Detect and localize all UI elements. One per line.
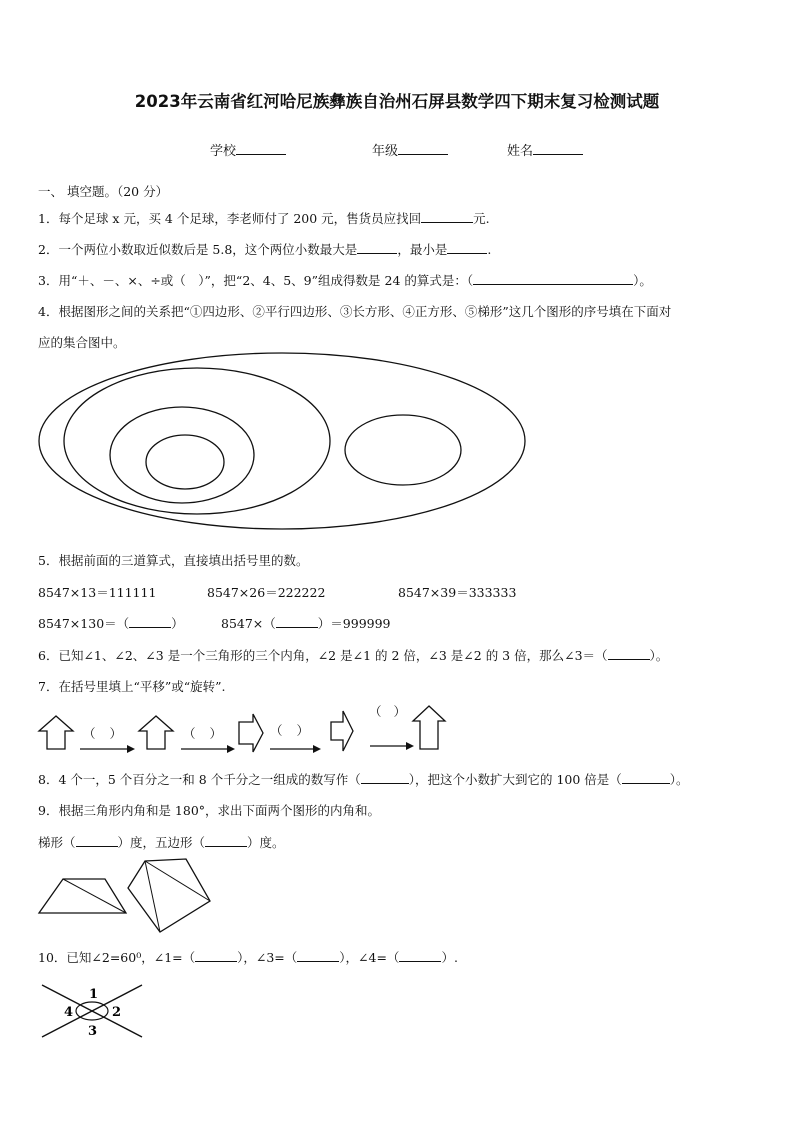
- q5-eq4-right: ）: [171, 616, 184, 631]
- q9-pentagon-label: ）度，五边形（: [117, 835, 206, 850]
- q2-end: .: [487, 242, 492, 257]
- question-5: 5．根据前面的三道算式，直接填出括号里的数。: [38, 553, 309, 568]
- question-9: 9．根据三角形内角和是 180°，求出下面两个图形的内角和。: [38, 803, 381, 818]
- question-4-line1: 4．根据图形之间的关系把“①四边形、②平行四边形、③长方形、④正方形、⑤梯形”这几个图形的序号填在下面对: [38, 304, 672, 319]
- q8-end: ）。: [669, 772, 689, 787]
- q5-eq5-right: ）＝999999: [317, 616, 391, 631]
- q2-text: 2．一个两位小数取近似数后是 5.8，这个两位小数最大是: [38, 242, 358, 257]
- q7-blank-3-close: ）: [296, 723, 310, 738]
- page-title: 2023年云南省红河哈尼族彝族自治州石屏县数学四下期末复习检测试题: [134, 92, 660, 111]
- q5-eq5-left: 8547×（: [221, 616, 276, 631]
- name-label: 姓名: [507, 144, 534, 159]
- q3-end: ）。: [633, 273, 652, 288]
- q6-end: ）。: [649, 648, 669, 663]
- q10-mid2: ），∠4=（: [339, 950, 400, 965]
- q5-eq4-left: 8547×130＝（: [38, 616, 130, 631]
- q3-text: 3．用“＋、－、×、÷或（ ）”，把“2、4、5、9”组成得数是 24 的算式是：（: [38, 273, 474, 288]
- q7-blank-1-close: ）: [109, 726, 123, 741]
- q6-text: 6．已知∠1、∠2、∠3 是一个三角形的三个内角，∠2 是∠1 的 2 倍，∠3 是∠2 的 3 倍，那么∠3＝（: [38, 648, 608, 663]
- q5-equation-2: 8547×26＝222222: [207, 585, 326, 600]
- angle-label-1: 1: [89, 987, 99, 1002]
- q7-blank-3-open: （: [270, 723, 283, 738]
- q8-text: 8．4 个一，5 个百分之一和 8 个千分之一组成的数写作（: [38, 772, 361, 787]
- question-7: 7．在括号里填上“平移”或“旋转”.: [38, 679, 226, 694]
- grade-label: 年级: [372, 144, 399, 159]
- section-heading: 一、 填空题。（20 分）: [38, 184, 169, 199]
- q7-blank-4-open: （: [369, 704, 382, 719]
- q5-equation-3: 8547×39＝333333: [398, 585, 517, 600]
- q10-text: 10．已知∠2=60⁰，∠1=（: [38, 950, 196, 965]
- q1-text: 1．每个足球 x 元，买 4 个足球，李老师付了 200 元，售货员应找回: [38, 211, 422, 226]
- angle-label-3: 3: [88, 1024, 98, 1039]
- q10-mid1: ），∠3=（: [237, 950, 298, 965]
- q10-end: ）.: [441, 950, 458, 965]
- q7-blank-2-open: （: [183, 726, 196, 741]
- angle-label-2: 2: [112, 1005, 122, 1020]
- question-4-line2: 应的集合图中。: [38, 335, 126, 350]
- angle-label-4: 4: [64, 1005, 74, 1020]
- q7-blank-4-close: ）: [393, 704, 407, 719]
- q9-trapezoid-label: 梯形（: [38, 835, 76, 850]
- q8-mid: ），把这个小数扩大到它的 100 倍是（: [408, 772, 622, 787]
- q7-blank-2-close: ）: [209, 726, 223, 741]
- q2-mid: ，最小是: [397, 242, 448, 257]
- q9-end: ）度。: [247, 835, 285, 850]
- q7-blank-1-open: （: [83, 726, 96, 741]
- q1-unit: 元.: [473, 211, 490, 226]
- school-label: 学校: [210, 144, 237, 159]
- q5-equation-1: 8547×13＝111111: [38, 585, 157, 600]
